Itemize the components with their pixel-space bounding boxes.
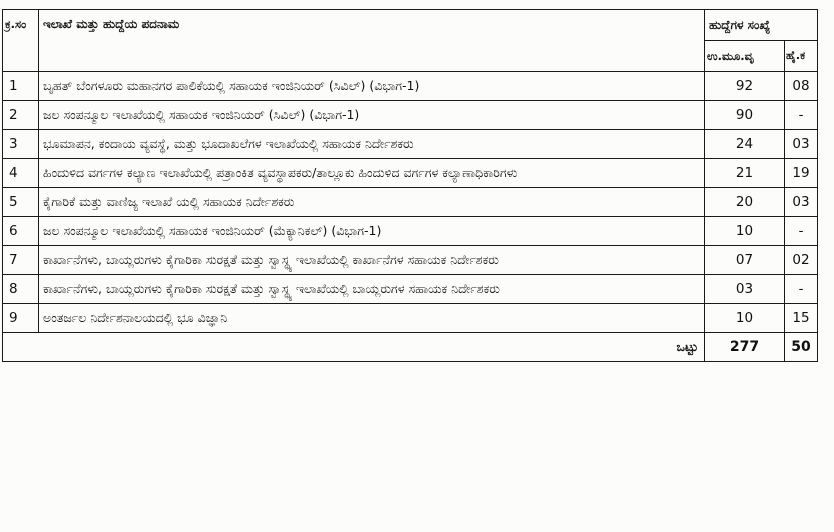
row-post: ಬೃಹತ್ ಬೆಂಗಳೂರು ಮಹಾನಗರ ಪಾಲಿಕೆಯಲ್ಲಿ ಸಹಾಯಕ ಇಂಜಿನಿಯರ್ (ಸಿವಿಲ್) (ವಿಭಾಗ-1) — [39, 72, 705, 101]
row-post: ಕಾರ್ಖಾನೆಗಳು, ಬಾಯ್ಲರುಗಳು ಕೈಗಾರಿಕಾ ಸುರಕ್ಷತೆ ಮತ್ತು ಸ್ವಾಸ್ಥ್ಯ ಇಲಾಖೆಯಲ್ಲಿ ಬಾಯ್ಲರುಗಳ ಸಹಾಯಕ ನಿರ್ದೇಶಕರು — [39, 275, 705, 304]
row-post: ಹಿಂದುಳಿದ ವರ್ಗಗಳ ಕಲ್ಯಾಣ ಇಲಾಖೆಯಲ್ಲಿ ಪತ್ರಾಂಕಿತ ವ್ಯವಸ್ಥಾಪಕರು/ತಾಲ್ಲೂಕು ಹಿಂದುಳಿದ ವರ್ಗಗಳ ಕಲ್ಯಾಣಾಧಿಕಾರಿಗಳು — [39, 159, 705, 188]
table-header-row — [3, 10, 818, 41]
row-serial: 4 — [3, 159, 39, 188]
row-count-a: 24 — [705, 130, 785, 159]
table-row — [3, 188, 818, 217]
row-post: ಕಾರ್ಖಾನೆಗಳು, ಬಾಯ್ಲರುಗಳು ಕೈಗಾರಿಕಾ ಸುರಕ್ಷತೆ ಮತ್ತು ಸ್ವಾಸ್ಥ್ಯ ಇಲಾಖೆಯಲ್ಲಿ ಕಾರ್ಖಾನೆಗಳ ಸಹಾಯಕ ನಿರ್ದೇಶಕರು — [39, 246, 705, 275]
row-serial: 5 — [3, 188, 39, 217]
row-count-a: 03 — [705, 275, 785, 304]
row-serial: 8 — [3, 275, 39, 304]
row-count-b: 08 — [785, 72, 818, 101]
table-row — [3, 72, 818, 101]
row-count-b: 03 — [785, 188, 818, 217]
count-header: ಹುದ್ದೆಗಳ ಸಂಖ್ಯೆ — [705, 10, 818, 41]
row-serial: 1 — [3, 72, 39, 101]
row-count-a: 20 — [705, 188, 785, 217]
col-a-header: ಉ.ಮೂ.ವೃ — [705, 41, 785, 72]
table-row — [3, 130, 818, 159]
total-count-a: 277 — [705, 333, 785, 362]
row-count-b: 19 — [785, 159, 818, 188]
row-post: ಕೈಗಾರಿಕೆ ಮತ್ತು ವಾಣಿಜ್ಯ ಇಲಾಖೆ ಯಲ್ಲಿ ಸಹಾಯಕ ನಿರ್ದೇಶಕರು — [39, 188, 705, 217]
table-row — [3, 304, 818, 333]
row-serial: 9 — [3, 304, 39, 333]
table-row — [3, 101, 818, 130]
row-count-b: - — [785, 275, 818, 304]
row-count-b: - — [785, 217, 818, 246]
total-count-b: 50 — [785, 333, 818, 362]
row-count-b: 02 — [785, 246, 818, 275]
row-serial: 3 — [3, 130, 39, 159]
row-post: ಅಂತರ್ಜಲ ನಿರ್ದೇಶನಾಲಯದಲ್ಲಿ ಭೂ ವಿಜ್ಞಾನಿ — [39, 304, 705, 333]
row-serial: 6 — [3, 217, 39, 246]
row-count-a: 92 — [705, 72, 785, 101]
post-header: ಇಲಾಖೆ ಮತ್ತು ಹುದ್ದೆಯ ಪದನಾಮ — [39, 10, 705, 72]
row-post: ಜಲ ಸಂಪನ್ಮೂಲ ಇಲಾಖೆಯಲ್ಲಿ ಸಹಾಯಕ ಇಂಜಿನಿಯರ್ (ಮೆಕ್ಯಾನಿಕಲ್) (ವಿಭಾಗ-1) — [39, 217, 705, 246]
row-count-b: - — [785, 101, 818, 130]
row-count-b: 15 — [785, 304, 818, 333]
total-label: ಒಟ್ಟು — [3, 333, 705, 362]
row-serial: 2 — [3, 101, 39, 130]
row-count-a: 90 — [705, 101, 785, 130]
row-post: ಭೂಮಾಪನ, ಕಂದಾಯ ವ್ಯವಸ್ಥೆ, ಮತ್ತು ಭೂದಾಖಲೆಗಳ ಇಲಾಖೆಯಲ್ಲಿ ಸಹಾಯಕ ನಿರ್ದೇಶಕರು — [39, 130, 705, 159]
total-row — [3, 333, 818, 362]
table-row — [3, 246, 818, 275]
col-b-header: ಹೈ.ಕ — [785, 41, 818, 72]
row-count-a: 10 — [705, 304, 785, 333]
table-row — [3, 159, 818, 188]
serial-header: ಕ್ರ.ಸಂ — [3, 10, 39, 72]
row-post: ಜಲ ಸಂಪನ್ಮೂಲ ಇಲಾಖೆಯಲ್ಲಿ ಸಹಾಯಕ ಇಂಜಿನಿಯರ್ (ಸಿವಿಲ್) (ವಿಭಾಗ-1) — [39, 101, 705, 130]
row-serial: 7 — [3, 246, 39, 275]
row-count-a: 10 — [705, 217, 785, 246]
table-row — [3, 275, 818, 304]
table-row — [3, 217, 818, 246]
row-count-a: 21 — [705, 159, 785, 188]
row-count-b: 03 — [785, 130, 818, 159]
posts-table — [2, 9, 818, 362]
row-count-a: 07 — [705, 246, 785, 275]
